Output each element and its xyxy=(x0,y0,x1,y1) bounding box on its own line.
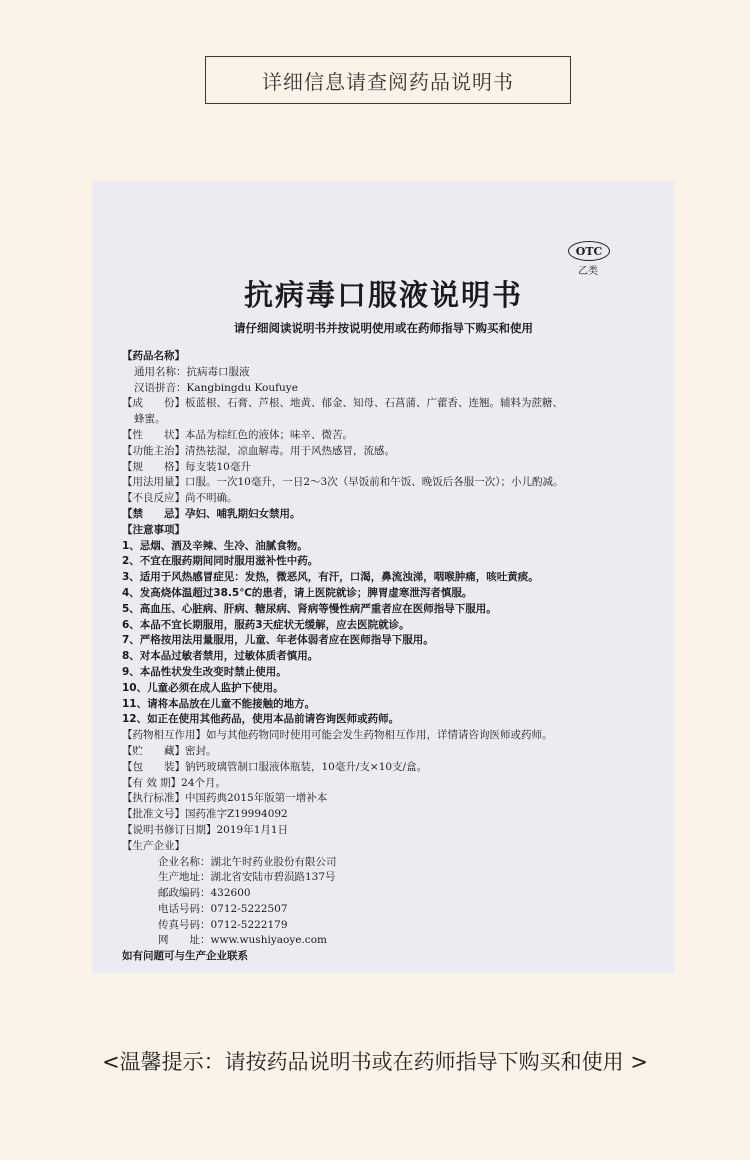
leaflet-line: 11、请将本品放在儿童不能接触的地方。 xyxy=(122,697,316,710)
leaflet-line: 【成 份】板蓝根、石膏、芦根、地黄、郁金、知母、石菖蒲、广藿香、连翘。辅料为蔗糖、 xyxy=(122,397,563,410)
leaflet-line: 【性 状】本品为棕红色的液体；味辛、微苦。 xyxy=(122,428,353,441)
leaflet-line: 【禁 忌】孕妇、哺乳期妇女禁用。 xyxy=(122,507,301,520)
leaflet-line: 2、不宜在服药期间同时服用滋补性中药。 xyxy=(122,555,319,568)
detail-notice-text: 详细信息请查阅药品说明书 xyxy=(262,69,514,94)
leaflet-line: 【有 效 期】24个月。 xyxy=(122,776,227,789)
leaflet-line: 4、发高烧体温超过38.5℃的患者，请上医院就诊；脾胃虚寒泄泻者慎服。 xyxy=(122,586,473,599)
leaflet-line: 如有问题可与生产企业联系 xyxy=(122,950,248,963)
leaflet-line: 蜂蜜。 xyxy=(134,413,166,426)
leaflet-line: 10、儿童必须在成人监护下使用。 xyxy=(122,681,284,694)
purchase-reminder: <温馨提示：请按药品说明书或在药师指导下购买和使用 > xyxy=(102,1050,648,1074)
medicine-leaflet xyxy=(92,181,675,973)
leaflet-line: 【功能主治】清热祛湿，凉血解毒。用于风热感冒，流感。 xyxy=(122,444,395,457)
leaflet-line: 7、严格按用法用量服用，儿童、年老体弱者应在医师指导下服用。 xyxy=(122,634,434,647)
leaflet-body xyxy=(122,349,662,965)
leaflet-line: 【贮 藏】密封。 xyxy=(122,744,217,757)
leaflet-line: 邮政编码：432600 xyxy=(158,887,251,900)
leaflet-line: 12、如正在使用其他药品，使用本品前请咨询医师或药师。 xyxy=(122,713,400,726)
leaflet-title: 抗病毒口服液说明书 xyxy=(243,278,523,312)
leaflet-line: 传真号码：0712-5222179 xyxy=(158,918,288,931)
leaflet-line: 5、高血压、心脏病、肝病、糖尿病、肾病等慢性病严重者应在医师指导下服用。 xyxy=(122,602,497,615)
leaflet-line: 电话号码：0712-5222507 xyxy=(158,902,288,915)
leaflet-line: 【注意事项】 xyxy=(122,523,185,536)
leaflet-line: 3、适用于风热感冒症见：发热，微恶风，有汗，口渴，鼻流浊涕，咽喉肿痛，咳吐黄痰。 xyxy=(122,571,539,584)
leaflet-subtitle: 请仔细阅读说明书并按说明使用或在药师指导下购买和使用 xyxy=(234,321,533,335)
leaflet-line: 【批准文号】国药准字Z19994092 xyxy=(122,808,288,821)
leaflet-line: 【药品名称】 xyxy=(122,350,185,362)
leaflet-line: 【药物相互作用】如与其他药物同时使用可能会发生药物相互作用，详情请咨询医师或药师。 xyxy=(122,729,553,742)
leaflet-line: 9、本品性状发生改变时禁止使用。 xyxy=(122,665,287,678)
leaflet-line: 【用法用量】口服。一次10毫升，一日2～3次（早饭前和午饭、晚饭后各服一次）；小儿酌减。 xyxy=(122,476,564,489)
leaflet-line: 通用名称：抗病毒口服液 xyxy=(134,365,250,378)
otc-badge: OTC xyxy=(568,241,610,261)
leaflet-line: 6、本品不宜长期服用，服药3天症状无缓解，应去医院就诊。 xyxy=(122,618,410,631)
leaflet-line: 【生产企业】 xyxy=(122,839,185,852)
leaflet-line: 8、对本品过敏者禁用，过敏体质者慎用。 xyxy=(122,650,319,663)
leaflet-line: 【说明书修订日期】2019年1月1日 xyxy=(122,823,289,836)
otc-class-label: 乙类 xyxy=(578,266,598,277)
leaflet-line: 企业名称：湖北午时药业股份有限公司 xyxy=(158,855,337,868)
leaflet-line: 【规 格】每支装10毫升 xyxy=(122,460,251,473)
leaflet-line: 网 址：www.wushiyaoye.com xyxy=(158,934,327,947)
leaflet-line: 汉语拼音：Kangbingdu Koufuye xyxy=(134,381,298,394)
detail-notice-box xyxy=(205,56,571,104)
leaflet-line: 【不良反应】尚不明确。 xyxy=(122,492,238,505)
leaflet-line: 生产地址：湖北省安陆市碧涢路137号 xyxy=(158,871,336,884)
leaflet-line: 【执行标准】中国药典2015年版第一增补本 xyxy=(122,792,328,805)
leaflet-line: 1、忌烟、酒及辛辣、生冷、油腻食物。 xyxy=(122,539,308,552)
leaflet-line: 【包 装】钠钙玻璃管制口服液体瓶装，10毫升/支×10支/盒。 xyxy=(122,760,428,773)
